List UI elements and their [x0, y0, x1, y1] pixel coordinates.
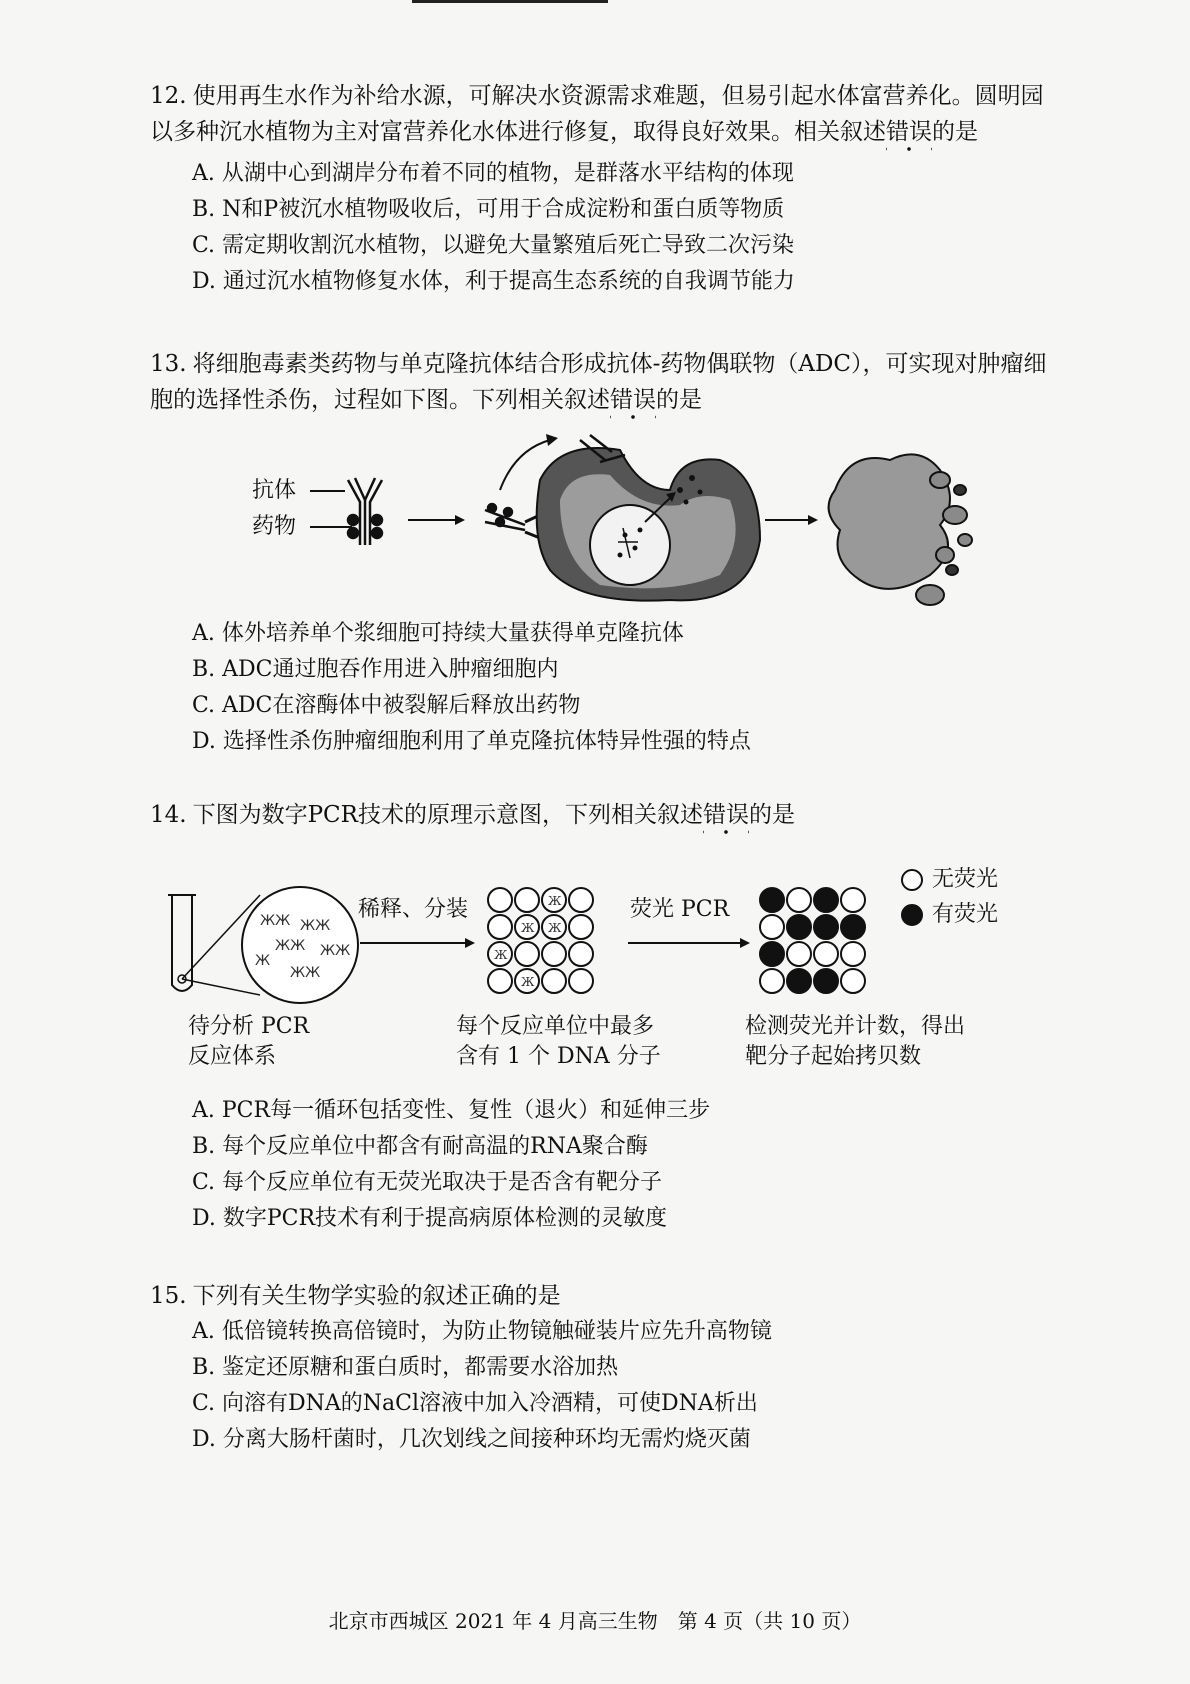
adc-molecule	[348, 478, 382, 545]
step-pcr-label: 荧光 PCR	[630, 897, 730, 922]
option-b: B. N和P被沉水植物吸收后，可用于合成淀粉和蛋白质等物质	[192, 197, 785, 222]
reaction-well	[515, 888, 539, 912]
test-tube	[172, 895, 192, 991]
reaction-well	[760, 969, 784, 993]
reaction-well	[841, 969, 865, 993]
stem-line: 以多种沉水植物为主对富营养化水体进行修复，取得良好效果。相关叙述	[150, 119, 886, 145]
question-number: 12.	[150, 83, 187, 109]
top-rule	[412, 0, 608, 3]
reaction-well	[787, 915, 811, 939]
option-d: D. 通过沉水植物修复水体，利于提高生态系统的自我调节能力	[192, 269, 795, 294]
adc-figure	[240, 430, 1000, 610]
option-b: B. 每个反应单位中都含有耐高温的RNA聚合酶	[192, 1134, 648, 1159]
question-number: 14.	[150, 802, 187, 828]
reaction-well	[760, 888, 784, 912]
option-c: C. 需定期收割沉水植物，以避免大量繁殖后死亡导致二次污染	[192, 233, 795, 258]
option-b: B. ADC通过胞吞作用进入肿瘤细胞内	[192, 657, 559, 682]
question-12	[150, 78, 1100, 300]
reaction-well	[841, 942, 865, 966]
digital-pcr-figure	[160, 855, 1060, 1075]
option-d: D. 数字PCR技术有利于提高病原体检测的灵敏度	[192, 1206, 668, 1231]
drug-label: 药物	[252, 514, 297, 539]
option-a: A. 低倍镜转换高倍镜时，为防止物镜触碰装片应先升高物镜	[192, 1319, 772, 1344]
reaction-well	[787, 888, 811, 912]
stem-line: 的是	[656, 387, 702, 413]
reaction-well	[814, 888, 838, 912]
question-number: 15.	[150, 1283, 187, 1309]
stem-line: 下列有关生物学实验的叙述正确的是	[192, 1283, 561, 1309]
option-d: D. 分离大肠杆菌时，几次划线之间接种环均无需灼烧灭菌	[192, 1427, 751, 1452]
option-c: C. ADC在溶酶体中被裂解后释放出药物	[192, 693, 581, 718]
caption-count-2: 靶分子起始拷贝数	[745, 1044, 922, 1069]
question-14-options	[150, 1093, 1100, 1237]
pcr-diagram	[160, 855, 1060, 1015]
fluorescence-grid	[760, 888, 865, 993]
dna-glyph: Ж	[548, 894, 562, 908]
reaction-well	[542, 942, 566, 966]
adc-diagram	[240, 430, 1000, 610]
stem-line: 胞的选择性杀伤，过程如下图。下列相关叙述	[150, 387, 610, 413]
lysosome	[590, 505, 670, 585]
option-a: A. 体外培养单个浆细胞可持续大量获得单克隆抗体	[192, 621, 684, 646]
reaction-well	[515, 942, 539, 966]
reaction-well	[488, 915, 512, 939]
reaction-well	[569, 915, 593, 939]
dna-glyph: Ж	[521, 921, 535, 935]
reaction-well	[542, 969, 566, 993]
caption-partition-1: 每个反应单位中最多	[456, 1014, 655, 1039]
svg-text:ЖЖ: ЖЖ	[275, 938, 306, 954]
reaction-well	[787, 942, 811, 966]
question-15	[150, 1278, 1100, 1458]
reaction-well	[814, 942, 838, 966]
emphasis-text: 错误	[886, 119, 932, 145]
stem-line: 将细胞毒素类药物与单克隆抗体结合形成抗体-药物偶联物（ADC），可实现对肿瘤细	[192, 351, 1047, 377]
stem-line: 下图为数字PCR技术的原理示意图，下列相关叙述	[192, 802, 703, 828]
reaction-well	[787, 969, 811, 993]
stem-line: 的是	[748, 802, 795, 828]
question-13	[150, 346, 1100, 418]
question-stem	[150, 1278, 1100, 1314]
dying-cell	[829, 454, 972, 605]
stem-line: 使用再生水作为补给水源，可解决水资源需求难题，但易引起水体富营养化。圆明园	[192, 83, 1044, 109]
caption-count-1: 检测荧光并计数，得出	[745, 1014, 966, 1039]
svg-text:ЖЖ: ЖЖ	[320, 943, 351, 959]
reaction-well	[569, 969, 593, 993]
svg-text:ЖЖ: ЖЖ	[300, 918, 331, 934]
dna-glyph: Ж	[521, 975, 535, 989]
legend-no-fluorescence: 无荧光	[932, 867, 999, 892]
option-c: C. 每个反应单位有无荧光取决于是否含有靶分子	[192, 1170, 663, 1195]
step-dilute-label: 稀释、分装	[358, 897, 469, 922]
reaction-well	[760, 915, 784, 939]
page-footer: 北京市西城区 2021 年 4 月高三生物 第 4 页（共 10 页）	[328, 1609, 862, 1633]
legend-empty-circle	[902, 870, 922, 890]
caption-partition-2: 含有 1 个 DNA 分子	[456, 1044, 661, 1069]
svg-text:Ж: Ж	[255, 953, 271, 969]
question-stem	[150, 346, 1100, 418]
option-a: A. PCR每一循环包括变性、复性（退火）和延伸三步	[192, 1098, 711, 1123]
option-d: D. 选择性杀伤肿瘤细胞利用了单克隆抗体特异性强的特点	[192, 729, 751, 754]
reaction-well	[841, 888, 865, 912]
reaction-well	[569, 888, 593, 912]
reaction-well	[488, 888, 512, 912]
option-b: B. 鉴定还原糖和蛋白质时，都需要水浴加热	[192, 1355, 619, 1380]
partition-grid	[488, 888, 593, 993]
stem-line: 的是	[932, 119, 978, 145]
svg-text:ЖЖ: ЖЖ	[260, 913, 291, 929]
reaction-well	[488, 969, 512, 993]
reaction-well	[760, 942, 784, 966]
caption-mix-1: 待分析 PCR	[188, 1014, 310, 1039]
reaction-well	[814, 969, 838, 993]
option-a: A. 从湖中心到湖岸分布着不同的植物，是群落水平结构的体现	[192, 161, 794, 186]
svg-text:ЖЖ: ЖЖ	[290, 965, 321, 981]
emphasis-text: 错误	[610, 387, 656, 413]
question-stem	[150, 78, 1100, 150]
dna-glyph: Ж	[494, 948, 508, 962]
antibody-label: 抗体	[252, 478, 297, 503]
question-stem	[150, 797, 1100, 833]
question-number: 13.	[150, 351, 187, 377]
emphasis-text: 错误	[702, 802, 749, 828]
caption-mix-2: 反应体系	[188, 1044, 277, 1069]
question-14	[150, 797, 1100, 833]
legend-fluorescence: 有荧光	[932, 902, 999, 927]
reaction-well	[841, 915, 865, 939]
dna-glyph: Ж	[548, 921, 562, 935]
legend-filled-circle	[902, 905, 922, 925]
option-c: C. 向溶有DNA的NaCl溶液中加入冷酒精，可使DNA析出	[192, 1391, 758, 1416]
reaction-well	[569, 942, 593, 966]
reaction-well	[814, 915, 838, 939]
question-13-options	[150, 616, 1100, 760]
